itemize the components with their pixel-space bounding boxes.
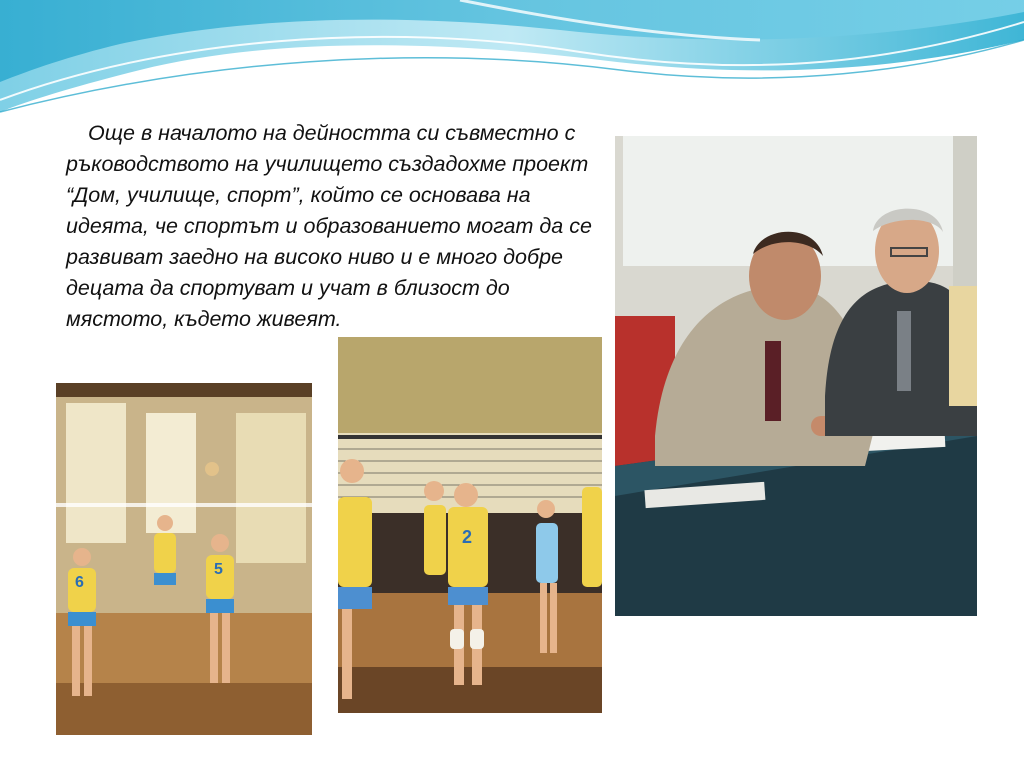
decorative-wave-header xyxy=(0,0,1024,120)
meeting-photo xyxy=(615,136,977,616)
svg-text:2: 2 xyxy=(462,527,473,547)
volleyball-photo-left xyxy=(56,383,312,735)
slide-paragraph xyxy=(66,118,606,335)
volleyball-photo-right xyxy=(338,337,602,713)
svg-text:5: 5 xyxy=(214,561,223,578)
svg-text:6: 6 xyxy=(75,574,84,591)
paragraph-text: Още в началото на дейността си съвместно с ръководството на училището създадохме проект “Дом, училище, спорт”, който се основава на идеята, че спортът и образованието могат да се развиват заедно на високо ниво и е много добре децата да спортуват и учат в близост до мястото, където живеят. xyxy=(66,121,592,331)
